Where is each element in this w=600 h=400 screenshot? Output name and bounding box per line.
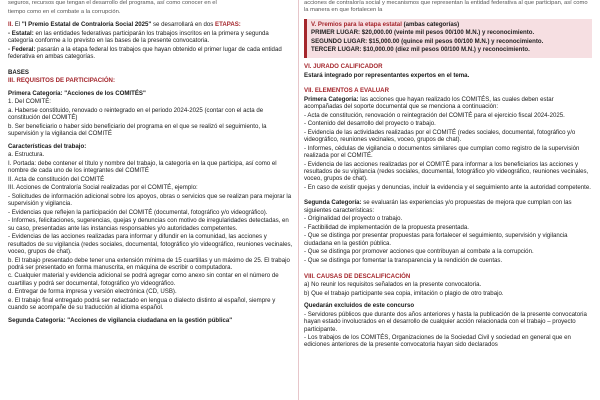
top-cut-text-2: tiempo como en el combate a la corrupción.: [8, 8, 121, 15]
eval-cat2: [304, 199, 592, 214]
chars-item: d. Entregar de forma impresa y versión electrónica (CD, USB).: [8, 288, 177, 296]
cat1-item: b. Ser beneficiario o haber sido beneficiario del programa en el que se realizó el seguimiento, la supervisión y la vigilancia del COMITÉ: [8, 122, 267, 138]
chars-item: III. Acciones de Contraloría Social realizadas por el COMITÉ, ejemplo:: [8, 184, 198, 192]
stage-federal: [8, 46, 294, 61]
eval-cat1-item: - Acta de constitución, renovación o reintegración del COMITÉ para el ejercicio fiscal 2024-2025.: [304, 111, 565, 119]
eval-cat2-item: - Que se distinga por presentar propuestas para fortalecer el seguimiento, supervisión y vigilancia ciudadana en la gestión pública.: [304, 232, 568, 247]
eval-cat1-item: - En caso de existir quejas y denuncias, incluir la evidencia y el seguimiento ante la autoridad competente.: [304, 183, 591, 191]
cat1-heading: Primera Categoría: "Acciones de los COMITÉS": [8, 89, 146, 97]
requisitos-heading: III. REQUISITOS DE PARTICIPACIÓN:: [8, 77, 115, 85]
chars-item: - Evidencias que reflejen la participación del COMITÉ (documental, fotográfico y/o videográfico).: [8, 208, 268, 216]
excluded-heading: Quedarán excluidos de este concurso: [304, 302, 415, 310]
excluded-item: - Servidores públicos que durante dos años anteriores y hasta la publicación de la presente convocatoria hayan estado involucrados en el desarrollo de cualquier acción relacionada con el trabajo – proyecto participante.: [304, 310, 587, 333]
jurado-text: Estará integrado por representantes expertos en el tema.: [304, 71, 470, 79]
right-column: [304, 0, 592, 350]
eval-cat2-label: Segunda Categoría:: [304, 199, 362, 207]
chars-item: I. Portada: debe contener el título y nombre del trabajo, la categoría en la que participa, así como el nombre de cada uno de los integrantes del COMITÉ: [8, 159, 277, 175]
eval-cat2-item: - Factibilidad de implementación de la propuesta presentada.: [304, 223, 469, 231]
descal-item: a) No reunir los requisitos señalados en la presente convocatoria.: [304, 281, 482, 289]
stage-state-text: en las entidades federativas participarán los trabajos inscritos en la primera y segunda categoría conforme a lo previsto en las bases de la presente convocatoria.: [8, 29, 269, 45]
chars-item: II. Acta de constitución del COMITÉ: [8, 175, 105, 183]
eval-cat1-item: - Contenido del desarrollo del proyecto o trabajo.: [304, 120, 436, 128]
descal-item: b) Que el trabajo participante sea copia, imitación o plagio de otro trabajo.: [304, 289, 504, 297]
stages-roman: II.: [8, 21, 14, 29]
eval-cat1-item: - Evidencia de las actividades realizadas por el COMITÉ (redes sociales, documental, fotográfico y/o videográfico, reuniones vecinales, voceo, grupos de chat).: [304, 128, 576, 144]
left-column: [8, 0, 294, 325]
eval-heading: VII. ELEMENTOS A EVALUAR: [304, 87, 389, 95]
stages-intro-b: se desarrollará en dos: [151, 21, 215, 29]
chars-item: - Informes, felicitaciones, sugerencias, quejas y denuncias con motivo de irregularidades detectadas, en su caso, presentadas ante las instancias responsables y/o autoridades competentes.: [8, 217, 289, 232]
eval-cat1-label: Primera Categoría:: [304, 95, 359, 103]
stage-federal-label: - Federal:: [8, 45, 36, 53]
bases-heading: BASES: [8, 68, 29, 76]
eval-cat2-item: - Que se distinga por promover acciones que contribuyan al combate a la corrupción.: [304, 248, 534, 256]
chars-item: e. El trabajo final entregado podrá ser redactado en lengua o dialecto distinto al español, siempre y cuando se acompañe de su traducción al idioma español.: [8, 296, 276, 312]
cat1-item: 1. Del COMITÉ:: [8, 98, 52, 106]
chars-item: c. Cualquier material y evidencia adicional se podrá agregar como anexo sin contar en el número de cuartillas y podrá ser documental, fotográfico y/o videográfico.: [8, 272, 279, 287]
stage-federal-text: pasarán a la etapa federal los trabajos que hayan obtenido el primer lugar de cada entidad federativa en ambas categorías.: [8, 45, 282, 60]
prizes-box: [304, 19, 592, 58]
cat2-heading: Segunda Categoría: "Acciones de vigilancia ciudadana en la gestión pública": [8, 316, 233, 324]
eval-cat2-text: se evaluarán las experiencias y/o propuestas de mejora que cumplan con las siguientes características:: [304, 199, 572, 214]
jurado-heading: VI. JURADO CALIFICADOR: [304, 62, 383, 70]
chars-item: b. El trabajo presentado debe tener una extensión mínima de 15 cuartillas y un máximo de 25. El trabajo podrá ser presentado en forma manuscrita, en máquina de escribir o computadora.: [8, 256, 290, 271]
descal-heading: VIII. CAUSAS DE DESCALIFICACIÓN: [304, 272, 411, 280]
stages-intro-a: El: [13, 21, 22, 29]
right-top-cut: acciones de contraloría social y mecanismos que representan la entidad federativa al que participan, así como la manera en que fortalecen la: [304, 0, 588, 14]
eval-cat1-item: - Evidencia de las acciones realizadas por el COMITÉ para informar a los beneficiarios las acciones y resultados de su vigilancia (redes sociales, documental, fotográfico y/o videográfico, reuniones vecinales, voceo, grupos de chat).: [304, 160, 589, 183]
eval-cat1-text: las acciones que hayan realizado los COMITÉS, las cuales deben estar acompañadas del soporte documental que se menciona a continuación:: [304, 95, 554, 111]
prizes-heading: [311, 21, 588, 28]
stages-intro: [8, 21, 294, 28]
prize-first: PRIMER LUGAR: $20,000.00 (veinte mil pesos 00/100 M.N.) y reconocimiento.: [311, 29, 535, 37]
chars-item: - Evidencias de las acciones realizadas para informar y difundir en la comunidad, las acciones y resultados de su vigilancia (redes sociales, documental, fotográfico y/o videográfico, reuniones vecinales, voceo, grupos de chat).: [8, 233, 293, 255]
cat1-item: a. Haberse constituido, renovado o reintegrado en el periodo 2024-2025 (contar con el acta de constitución del COMITÉ): [8, 106, 264, 122]
excluded-item: - Los trabajos de los COMITÉS, Organizaciones de la Sociedad Civil y sociedad en general que en ediciones anteriores de la presente convocatoria hayan sido declarados: [304, 334, 571, 349]
stage-state-label: - Estatal:: [8, 29, 34, 37]
prizes-title: V. Premios para la etapa estatal: [311, 20, 402, 28]
stages-label: ETAPAS:: [215, 21, 241, 29]
stage-state: [8, 30, 294, 45]
top-cut-text: seguros, recursos que tengan el desarrollo del programa, así como conocer en el: [8, 0, 217, 6]
column-divider: [298, 0, 299, 400]
prize-second: SEGUNDO LUGAR: $15,000.00 (quince mil pesos 00/100 M.N.) y reconocimiento.: [311, 37, 544, 45]
eval-cat1-item: - Informes, cédulas de vigilancia o documentos similares que cumplan como registro de la supervisión realizada por el COMITÉ.: [304, 144, 580, 160]
prizes-title-suffix: (ambas categorías): [401, 20, 460, 28]
eval-cat1: [304, 96, 592, 111]
chars-item: - Solicitudes de información adicional sobre los apoyos, obras o servicios que se realizan para mejorar la supervisión y vigilancia.: [8, 192, 292, 208]
chars-item: a. Estructura.: [8, 151, 45, 159]
eval-cat2-item: - Que se distinga por fomentar la transparencia y la rendición de cuentas.: [304, 256, 503, 264]
award-name: "I Premio Estatal de Contraloría Social 2025": [21, 21, 152, 29]
chars-heading: Características del trabajo:: [8, 142, 87, 150]
prize-third: TERCER LUGAR: $10,000.00 (diez mil pesos 00/100 M.N.) y reconocimiento.: [311, 46, 530, 54]
eval-cat2-item: - Originalidad del proyecto o trabajo.: [304, 215, 403, 223]
